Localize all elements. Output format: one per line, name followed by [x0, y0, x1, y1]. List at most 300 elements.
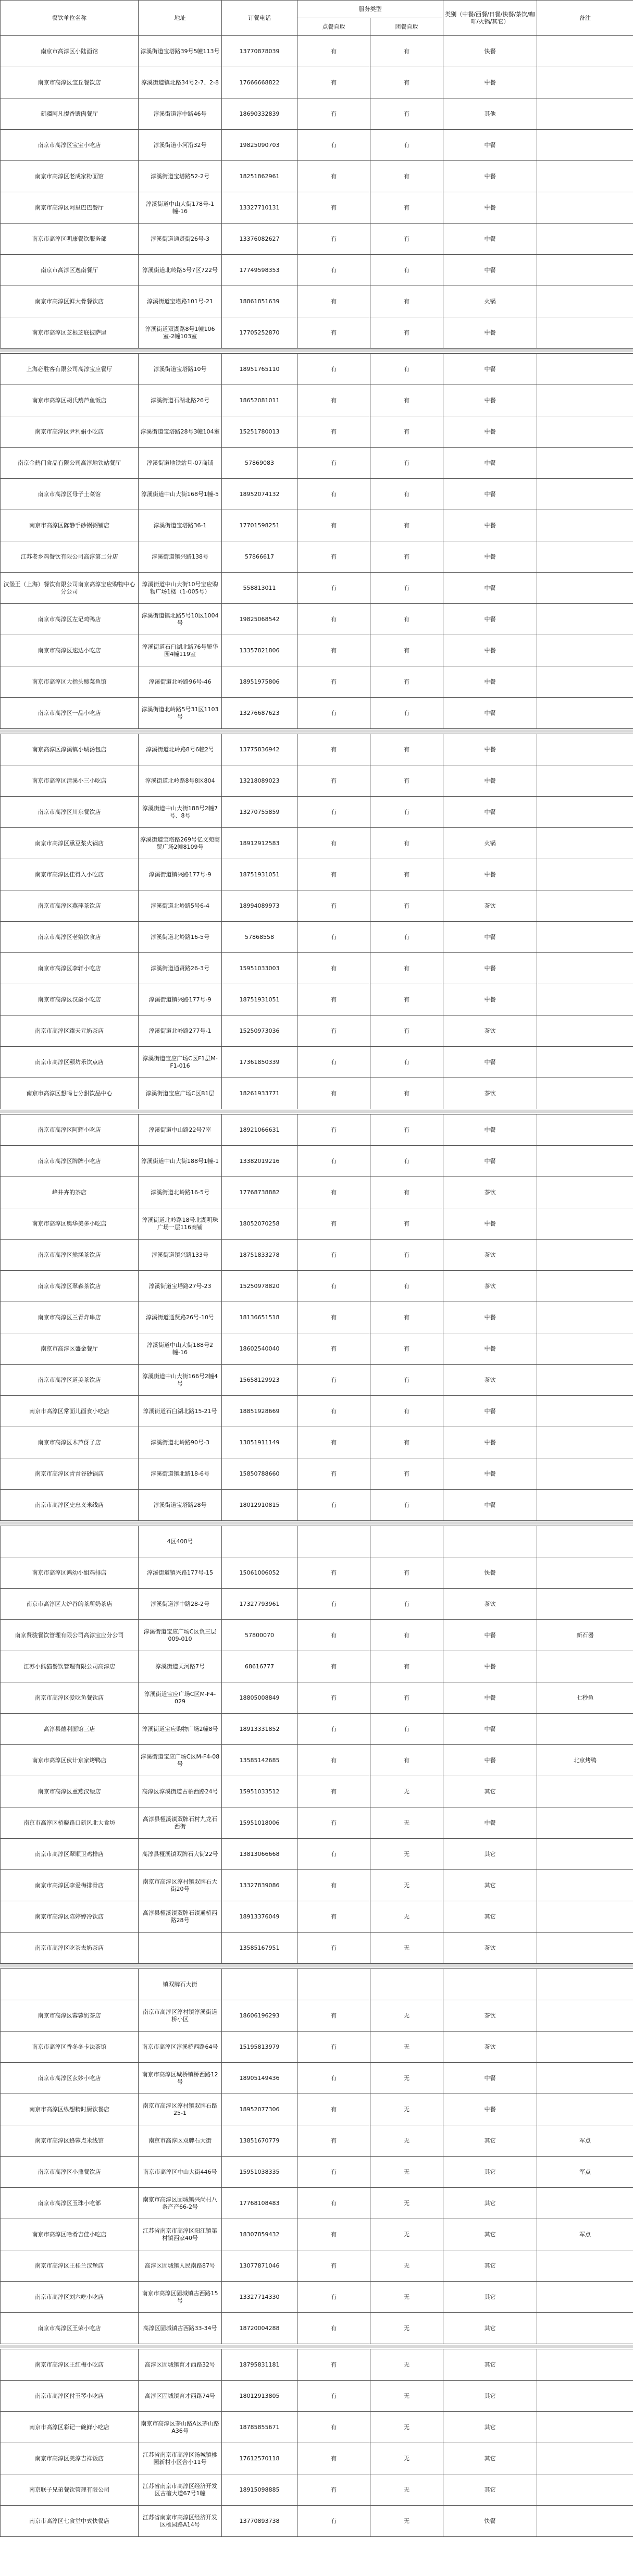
cell-name: 南京市高淳区大炉谷的茶所奶茶店: [1, 1589, 139, 1620]
cell-dine-pickup: 有: [297, 2188, 370, 2219]
cell-address: 淳溪街道宝应广场C区负三层009-010: [139, 1620, 222, 1651]
cell-dine-pickup: 有: [297, 2412, 370, 2443]
cell-group-pickup: [370, 1969, 443, 2000]
cell-address: 淳溪街道宝塔路28号: [139, 1490, 222, 1521]
cell-category: 其它: [443, 1776, 537, 1807]
cell-category: 快餐: [443, 36, 537, 67]
cell-remark: 新石器: [537, 1620, 633, 1651]
cell-dine-pickup: 有: [297, 1745, 370, 1776]
header-remark: 备注: [537, 1, 633, 36]
cell-remark: [537, 2094, 633, 2125]
cell-group-pickup: 有: [370, 890, 443, 922]
cell-address: [139, 1933, 222, 1964]
cell-phone: [222, 1526, 297, 1557]
cell-name: 南京市高淳区想喝七分甜饮品中心: [1, 1078, 139, 1109]
cell-remark: [537, 2313, 633, 2344]
cell-address: 淳溪街道宝应广场C区F1层M-F1-016: [139, 1047, 222, 1078]
cell-remark: [537, 1177, 633, 1208]
table-row: [1, 1490, 633, 1521]
table-row: [1, 286, 633, 317]
cell-name: 南京市高淳区左记鸡鸭店: [1, 604, 139, 635]
cell-address: 淳溪街道天河路7号: [139, 1651, 222, 1682]
cell-dine-pickup: 有: [297, 734, 370, 765]
cell-remark: [537, 2063, 633, 2094]
cell-dine-pickup: 有: [297, 953, 370, 984]
cell-address: 淳溪街道通贤街26号-3: [139, 224, 222, 255]
cell-group-pickup: 有: [370, 286, 443, 317]
table-row: [1, 317, 633, 349]
cell-remark: [537, 984, 633, 1015]
cell-group-pickup: 有: [370, 224, 443, 255]
cell-group-pickup: 有: [370, 922, 443, 953]
cell-name: 南京市高淳区桥晓路口新风北大食坊: [1, 1807, 139, 1839]
cell-name: 南京市高淳区清溪小三小吃店: [1, 765, 139, 797]
cell-dine-pickup: 有: [297, 354, 370, 385]
cell-remark: [537, 2282, 633, 2313]
cell-address: 高淳区固城镇古西路33-34号: [139, 2313, 222, 2344]
cell-remark: [537, 510, 633, 541]
cell-address: 淳溪街道北岭路18号北湖明珠广场一层116商铺: [139, 1208, 222, 1240]
table-row: [1, 2412, 633, 2443]
table-row: [1, 1114, 633, 1146]
cell-group-pickup: 有: [370, 416, 443, 448]
cell-address: 南京市高淳区淳村镇淳溪街道桥小区: [139, 2000, 222, 2032]
table-block: [0, 2349, 633, 2537]
cell-address: 高淳县桠溪镇双牌石大街22号: [139, 1839, 222, 1870]
cell-category: 其它: [443, 2474, 537, 2506]
cell-phone: 13270755859: [222, 797, 297, 828]
cell-group-pickup: 有: [370, 67, 443, 98]
cell-address: 淳溪街道淳中路28-2号: [139, 1589, 222, 1620]
cell-address: 南京市高淳区淳村镇双牌石路25-1: [139, 2094, 222, 2125]
table-row: [1, 1870, 633, 1901]
cell-phone: 15951033003: [222, 953, 297, 984]
header-name: 餐饮单位名称: [1, 1, 139, 36]
cell-remark: [537, 922, 633, 953]
cell-address: 淳溪街道双湖路8号1幢106室-2幢103室: [139, 317, 222, 349]
cell-category: 中餐: [443, 734, 537, 765]
cell-address: 淳溪街道中山路22号7室: [139, 1114, 222, 1146]
cell-address: 淳溪街道中山大街188号2幢-16: [139, 1333, 222, 1365]
cell-address: 淳溪街道地铁站旦-07商铺: [139, 448, 222, 479]
cell-name: 南京市高淳区陈静手砂锅粥铺店: [1, 510, 139, 541]
cell-name: 南京市高淳区颐坊乐饮点店: [1, 1047, 139, 1078]
cell-dine-pickup: 有: [297, 2000, 370, 2032]
cell-dine-pickup: 有: [297, 765, 370, 797]
cell-remark: [537, 317, 633, 349]
cell-remark: [537, 2443, 633, 2474]
table-row: [1, 1620, 633, 1651]
cell-name: 南京市高淳区宝丘餐饮店: [1, 67, 139, 98]
cell-name: 南京市高淳区逸南餐厅: [1, 255, 139, 286]
cell-name: 南京市高淳区翠顺卫鸡排店: [1, 1839, 139, 1870]
cell-phone: 17768108483: [222, 2188, 297, 2219]
cell-remark: [537, 734, 633, 765]
table-block: [0, 353, 633, 729]
cell-category: 中餐: [443, 354, 537, 385]
cell-remark: [537, 2000, 633, 2032]
cell-group-pickup: 有: [370, 1177, 443, 1208]
cell-group-pickup: 有: [370, 36, 443, 67]
table-row: [1, 1526, 633, 1557]
cell-dine-pickup: 有: [297, 573, 370, 604]
cell-address: 南京市高淳区固城镇兴尚村八条产产66-2号: [139, 2188, 222, 2219]
cell-category: 其它: [443, 2313, 537, 2344]
table-row: [1, 1557, 633, 1589]
cell-remark: [537, 1333, 633, 1365]
cell-category: 茶饮: [443, 1933, 537, 1964]
cell-category: 中餐: [443, 2063, 537, 2094]
cell-dine-pickup: 有: [297, 1901, 370, 1933]
cell-name: [1, 1969, 139, 2000]
cell-dine-pickup: 有: [297, 130, 370, 161]
cell-phone: 18951975806: [222, 666, 297, 698]
cell-remark: [537, 859, 633, 890]
cell-phone: 19825068542: [222, 604, 297, 635]
cell-remark: [537, 385, 633, 416]
cell-remark: [537, 1015, 633, 1047]
cell-category: 其它: [443, 2282, 537, 2313]
cell-dine-pickup: 有: [297, 479, 370, 510]
cell-category: 其它: [443, 2157, 537, 2188]
cell-remark: [537, 604, 633, 635]
cell-name: 南京市高淳区一品小吃店: [1, 698, 139, 729]
cell-phone: 17327793961: [222, 1589, 297, 1620]
cell-remark: [537, 2349, 633, 2381]
cell-name: 南京市高淳区王荣小吃店: [1, 2313, 139, 2344]
cell-group-pickup: 有: [370, 1208, 443, 1240]
cell-group-pickup: 有: [370, 698, 443, 729]
cell-remark: [537, 1870, 633, 1901]
cell-group-pickup: 无: [370, 2032, 443, 2063]
cell-name: 南京市高淳区鸿幼小姐鸡排店: [1, 1557, 139, 1589]
table-row: [1, 2188, 633, 2219]
cell-category: 茶饮: [443, 2032, 537, 2063]
cell-group-pickup: 有: [370, 1365, 443, 1396]
cell-dine-pickup: 有: [297, 1807, 370, 1839]
cell-category: 其它: [443, 2250, 537, 2282]
table-row: [1, 1458, 633, 1490]
cell-remark: [537, 2506, 633, 2537]
table-row: [1, 635, 633, 666]
table-row: [1, 1589, 633, 1620]
cell-name: 南京市高淳区速达小吃店: [1, 635, 139, 666]
cell-phone: 18751931051: [222, 859, 297, 890]
table-row: [1, 890, 633, 922]
table-row: [1, 984, 633, 1015]
cell-dine-pickup: 有: [297, 2125, 370, 2157]
cell-address: 淳溪街道宝塔路52-2号: [139, 161, 222, 192]
table-row: [1, 1969, 633, 2000]
cell-address: 淳溪街道宝塔路101号-21: [139, 286, 222, 317]
cell-group-pickup: 有: [370, 385, 443, 416]
table-row: [1, 192, 633, 224]
cell-category: 其它: [443, 1901, 537, 1933]
cell-name: 南京市高淳区奥华美多小吃店: [1, 1208, 139, 1240]
table-row: [1, 354, 633, 385]
cell-category: 茶饮: [443, 2000, 537, 2032]
cell-address: 淳溪街道北岭路16-5号: [139, 1177, 222, 1208]
cell-category: 快餐: [443, 2506, 537, 2537]
cell-address: 淳溪街道通贤路26号-10号: [139, 1302, 222, 1333]
cell-address: 淳溪街道宝应广场C区B1层: [139, 1078, 222, 1109]
table-block: [0, 734, 633, 1109]
cell-address: 南京市高淳区中山大街446号: [139, 2157, 222, 2188]
table-row: [1, 479, 633, 510]
cell-phone: 18851928669: [222, 1396, 297, 1427]
cell-group-pickup: 无: [370, 2219, 443, 2250]
cell-name: 南京市高淳区明康餐饮服务部: [1, 224, 139, 255]
cell-name: 南京市高淳区汉爵小吃店: [1, 984, 139, 1015]
cell-remark: [537, 224, 633, 255]
cell-category: 茶饮: [443, 1078, 537, 1109]
cell-name: 南京市高淳区玄妙小吃店: [1, 2063, 139, 2094]
cell-dine-pickup: 有: [297, 416, 370, 448]
cell-dine-pickup: 有: [297, 635, 370, 666]
cell-address: 淳溪街道宝塔路28号3幢104室: [139, 416, 222, 448]
cell-name: 高淳县德利面馆三店: [1, 1714, 139, 1745]
table-block: [0, 1968, 633, 2344]
table-row: [1, 1933, 633, 1964]
cell-category: 中餐: [443, 635, 537, 666]
cell-address: 南京市高淳区双牌石大街: [139, 2125, 222, 2157]
block-separator: [0, 1110, 633, 1113]
cell-group-pickup: 有: [370, 573, 443, 604]
cell-phone: 18952074132: [222, 479, 297, 510]
cell-dine-pickup: 有: [297, 1776, 370, 1807]
cell-category: 中餐: [443, 510, 537, 541]
cell-phone: 15951018006: [222, 1807, 297, 1839]
cell-remark: [537, 255, 633, 286]
cell-group-pickup: 有: [370, 192, 443, 224]
cell-phone: 18261933771: [222, 1078, 297, 1109]
cell-category: 其它: [443, 2188, 537, 2219]
cell-phone: 18751931051: [222, 984, 297, 1015]
cell-remark: [537, 1651, 633, 1682]
cell-name: 南京市高淳区陈婷婷冷饮店: [1, 1901, 139, 1933]
table-row: [1, 2443, 633, 2474]
cell-category: 茶饮: [443, 1015, 537, 1047]
cell-dine-pickup: 有: [297, 541, 370, 573]
cell-phone: 57868558: [222, 922, 297, 953]
header-phone: 订餐电话: [222, 1, 297, 36]
cell-address: 淳溪街道北岭路8号6幢2号: [139, 734, 222, 765]
cell-name: 南京市高淳区老娘饮食店: [1, 922, 139, 953]
cell-group-pickup: 无: [370, 2412, 443, 2443]
cell-remark: [537, 828, 633, 859]
cell-phone: 18720004288: [222, 2313, 297, 2344]
cell-dine-pickup: 有: [297, 67, 370, 98]
cell-dine-pickup: 有: [297, 317, 370, 349]
cell-category: 中餐: [443, 255, 537, 286]
cell-remark: [537, 1240, 633, 1271]
cell-phone: 17768738882: [222, 1177, 297, 1208]
cell-remark: [537, 1458, 633, 1490]
cell-dine-pickup: 有: [297, 1240, 370, 1271]
cell-name: 南京市高淳区重燕汉堡店: [1, 1776, 139, 1807]
cell-category: 其他: [443, 98, 537, 130]
cell-phone: 57866617: [222, 541, 297, 573]
cell-remark: [537, 1114, 633, 1146]
cell-group-pickup: 有: [370, 161, 443, 192]
cell-address: 淳溪街道中山大街178号-1幢-16: [139, 192, 222, 224]
cell-group-pickup: 有: [370, 604, 443, 635]
block-separator: [0, 349, 633, 352]
cell-category: 其它: [443, 2381, 537, 2412]
cell-name: 南京市高淳区刘六吃小吃店: [1, 2282, 139, 2313]
cell-remark: [537, 2188, 633, 2219]
cell-group-pickup: 有: [370, 1490, 443, 1521]
cell-name: 南京市高淳区七食堂中式快餐店: [1, 2506, 139, 2537]
cell-dine-pickup: 有: [297, 2443, 370, 2474]
cell-phone: 18994089973: [222, 890, 297, 922]
cell-dine-pickup: 有: [297, 1208, 370, 1240]
cell-address: 淳溪街道镇北路18-6号: [139, 1458, 222, 1490]
table-block: [0, 35, 633, 349]
cell-category: 中餐: [443, 765, 537, 797]
cell-phone: 13218089023: [222, 765, 297, 797]
cell-address: 高淳区淳溪街道古柏西路24号: [139, 1776, 222, 1807]
block-separator: [0, 1521, 633, 1525]
table-row: [1, 2349, 633, 2381]
cell-phone: 18690332839: [222, 98, 297, 130]
cell-category: 中餐: [443, 604, 537, 635]
cell-address: 淳溪街道镇北路5号10区1004号: [139, 604, 222, 635]
cell-name: 汉堡王（上海）餐饮有限公司南京高淳宝应购物中心分公司: [1, 573, 139, 604]
cell-group-pickup: 有: [370, 666, 443, 698]
cell-phone: 15951038335: [222, 2157, 297, 2188]
cell-phone: 18012913805: [222, 2381, 297, 2412]
table-row: [1, 2219, 633, 2250]
cell-category: 中餐: [443, 192, 537, 224]
cell-dine-pickup: 有: [297, 1114, 370, 1146]
cell-category: 中餐: [443, 1047, 537, 1078]
table-row: [1, 1682, 633, 1714]
cell-group-pickup: 有: [370, 510, 443, 541]
cell-address: 淳溪街道宝塔路36-1: [139, 510, 222, 541]
cell-address: 江苏省南京市高淳区经济开发区古檀大道67号1幢: [139, 2474, 222, 2506]
cell-category: 中餐: [443, 67, 537, 98]
cell-dine-pickup: 有: [297, 1620, 370, 1651]
cell-category: 中餐: [443, 1620, 537, 1651]
cell-name: 上海必胜客有限公司高淳宝应餐厅: [1, 354, 139, 385]
cell-remark: [537, 1271, 633, 1302]
cell-remark: [537, 161, 633, 192]
cell-address: 淳溪街道中山大街10号宝应购物广场1楼（1-005号）: [139, 573, 222, 604]
table-block: [0, 1114, 633, 1521]
cell-name: 南京市高淳区纵想精时厨饮餐店: [1, 2094, 139, 2125]
cell-dine-pickup: 有: [297, 161, 370, 192]
table-row: [1, 2032, 633, 2063]
cell-name: 南京市高淳区牌牌小吃店: [1, 1146, 139, 1177]
cell-phone: 18795831181: [222, 2349, 297, 2381]
cell-category: 火锅: [443, 828, 537, 859]
cell-remark: [537, 698, 633, 729]
cell-phone: 13775836942: [222, 734, 297, 765]
header-dine-pickup: 点餐自取: [297, 18, 370, 36]
cell-phone: 17705252870: [222, 317, 297, 349]
cell-name: [1, 1526, 139, 1557]
table-row: [1, 510, 633, 541]
table-row: [1, 255, 633, 286]
table-row: [1, 1078, 633, 1109]
cell-group-pickup: 无: [370, 2313, 443, 2344]
table-row: [1, 1146, 633, 1177]
cell-remark: [537, 1365, 633, 1396]
cell-group-pickup: [370, 1526, 443, 1557]
cell-address: 江苏省南京市高淳区汤城镇桃园新村小区合小11号: [139, 2443, 222, 2474]
cell-phone: 18905149436: [222, 2063, 297, 2094]
cell-category: 中餐: [443, 1490, 537, 1521]
table-row: [1, 416, 633, 448]
cell-dine-pickup: 有: [297, 2250, 370, 2282]
cell-name: 南京市高淳区道美茶饮店: [1, 1365, 139, 1396]
cell-dine-pickup: 有: [297, 1458, 370, 1490]
cell-name: 南京市高淳区蓉蓉奶茶店: [1, 2000, 139, 2032]
table-row: [1, 2250, 633, 2282]
cell-name: 南京市高淳区母子土菜馆: [1, 479, 139, 510]
cell-dine-pickup: 有: [297, 2349, 370, 2381]
cell-dine-pickup: 有: [297, 859, 370, 890]
cell-phone: 19825090703: [222, 130, 297, 161]
table-row: [1, 2157, 633, 2188]
cell-category: 其它: [443, 2443, 537, 2474]
cell-group-pickup: 有: [370, 953, 443, 984]
cell-address: 淳溪街道宝塔路27号-23: [139, 1271, 222, 1302]
cell-category: 中餐: [443, 416, 537, 448]
cell-group-pickup: 无: [370, 2094, 443, 2125]
cell-group-pickup: 有: [370, 255, 443, 286]
cell-remark: [537, 192, 633, 224]
cell-group-pickup: 有: [370, 859, 443, 890]
cell-phone: 13327714330: [222, 2282, 297, 2313]
cell-group-pickup: 无: [370, 1870, 443, 1901]
cell-category: 中餐: [443, 448, 537, 479]
cell-address: 镇双牌石大街: [139, 1969, 222, 2000]
cell-group-pickup: 无: [370, 2506, 443, 2537]
cell-category: 中餐: [443, 797, 537, 828]
table-row: [1, 828, 633, 859]
cell-category: 中餐: [443, 1333, 537, 1365]
cell-address: 淳溪街道镇兴路177号-15: [139, 1557, 222, 1589]
cell-category: 中餐: [443, 1427, 537, 1458]
table-row: [1, 2063, 633, 2094]
cell-address: 淳溪街道中山大街188号2幢7号、8号: [139, 797, 222, 828]
cell-remark: [537, 666, 633, 698]
table-row: [1, 1396, 633, 1427]
cell-phone: 13770893738: [222, 2506, 297, 2537]
cell-remark: [537, 1146, 633, 1177]
table-header: [0, 0, 633, 36]
cell-name: 南京市高淳区臻天元奶茶店: [1, 1015, 139, 1047]
cell-dine-pickup: 有: [297, 2313, 370, 2344]
cell-name: 南京贤骏餐饮管理有限公司高淳宝应分公司: [1, 1620, 139, 1651]
cell-group-pickup: 有: [370, 1015, 443, 1047]
cell-dine-pickup: 有: [297, 1427, 370, 1458]
cell-category: 中餐: [443, 1302, 537, 1333]
cell-address: 淳溪街道宝应购物广场2幢8号: [139, 1714, 222, 1745]
cell-dine-pickup: 有: [297, 192, 370, 224]
cell-address: 南京市高淳区淳村镇双牌石大街20号: [139, 1870, 222, 1901]
cell-phone: [222, 1969, 297, 2000]
cell-group-pickup: 无: [370, 1776, 443, 1807]
cell-remark: [537, 1901, 633, 1933]
cell-group-pickup: 无: [370, 1807, 443, 1839]
cell-remark: [537, 1047, 633, 1078]
cell-phone: 17361850339: [222, 1047, 297, 1078]
cell-category: 其它: [443, 1870, 537, 1901]
cell-phone: 17612570118: [222, 2443, 297, 2474]
